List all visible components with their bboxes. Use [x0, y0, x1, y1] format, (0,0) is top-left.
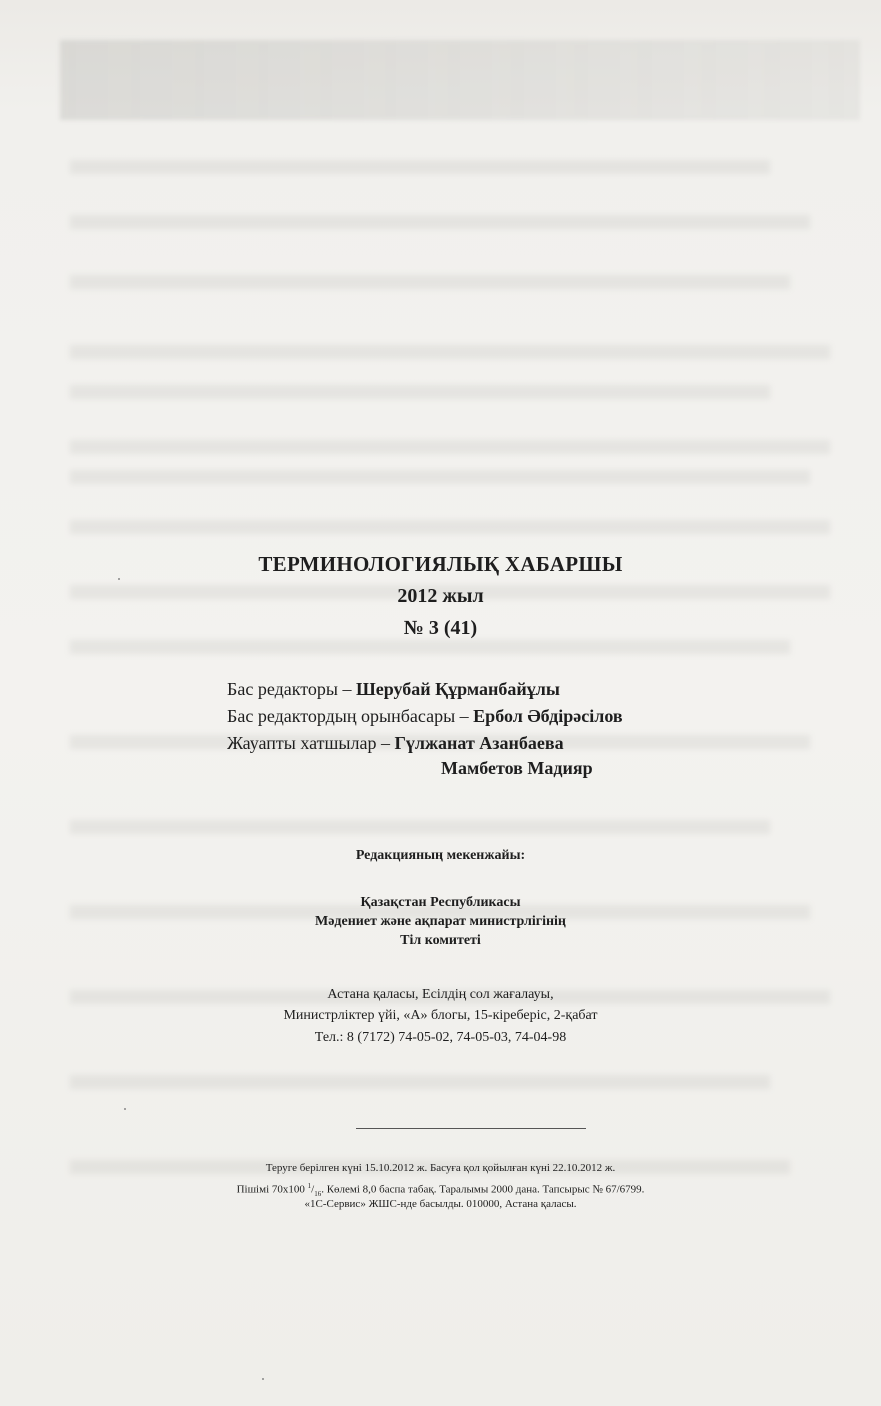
- secretary-name-2: Мамбетов Мадияр: [441, 758, 593, 778]
- address-phone: Тел.: 8 (7172) 74-05-02, 74-05-03, 74-04-98: [314, 1030, 567, 1045]
- imprint-format: Пішімі 70х100 $^1/_{16}$. Көлемі 8,0 баспа табақ. Таралымы 2000 дана. Тапсырыс № 67/6799.: [236, 1182, 645, 1198]
- editor-role: Бас редакторы –: [227, 679, 356, 699]
- scan-speck: [124, 1108, 126, 1110]
- deputy-name: Ербол Әбдірәсілов: [473, 706, 623, 726]
- show-through-row: [70, 640, 790, 654]
- journal-issue: № 3 (41): [403, 617, 478, 639]
- address-street: Астана қаласы, Есілдің сол жағалауы,: [327, 987, 554, 1002]
- editor-line: [227, 677, 560, 702]
- show-through-row: [70, 385, 770, 399]
- secretaries-line: [227, 731, 564, 756]
- imprint-format-b: . Көлемі 8,0 баспа табақ. Таралымы 2000 дана. Тапсырыс № 67/6799.: [321, 1183, 645, 1196]
- imprint-frac-den: 16: [314, 1189, 322, 1198]
- show-through-row: [70, 345, 830, 359]
- show-through-band: [60, 40, 860, 120]
- secretaries-role: Жауапты хатшылар –: [227, 733, 395, 753]
- show-through-row: [70, 275, 790, 289]
- scan-speck: [262, 1378, 264, 1380]
- imprint-dates: Теруге берілген күні 15.10.2012 ж. Басуға қол қойылған күні 22.10.2012 ж.: [265, 1162, 616, 1174]
- deputy-role: Бас редактордың орынбасары –: [227, 706, 474, 726]
- scan-speck: [118, 578, 120, 580]
- imprint-printer: «1С-Сервис» ЖШС-нде басылды. 010000, Астана қаласы.: [304, 1198, 577, 1210]
- secretary-name-1: Гүлжанат Азанбаева: [394, 733, 564, 753]
- show-through-row: [70, 215, 810, 229]
- imprint-frac-num: 1: [307, 1182, 312, 1190]
- org-line-3: Тіл комитеті: [400, 933, 481, 948]
- org-line-2: Мәдениет және ақпарат министрлігінің: [315, 914, 566, 929]
- address-heading: Редакцияның мекенжайы:: [355, 848, 526, 863]
- address-building: Министрліктер үйі, «А» блогы, 15-кіреберіс, 2-қабат: [283, 1008, 598, 1023]
- show-through-row: [70, 520, 830, 534]
- show-through-row: [70, 1075, 770, 1089]
- divider-line: [356, 1128, 586, 1129]
- journal-year: 2012 жыл: [397, 585, 484, 607]
- show-through-row: [70, 470, 810, 484]
- show-through-row: [70, 440, 830, 454]
- editor-name: Шерубай Құрманбайұлы: [355, 679, 560, 699]
- imprint-format-a: Пішімі 70х100: [236, 1183, 308, 1196]
- deputy-editor-line: [227, 704, 623, 729]
- show-through-row: [70, 160, 770, 174]
- org-line-1: Қазақстан Республикасы: [360, 895, 521, 910]
- show-through-row: [70, 820, 770, 834]
- journal-title: ТЕРМИНОЛОГИЯЛЫҚ ХАБАРШЫ: [258, 552, 623, 576]
